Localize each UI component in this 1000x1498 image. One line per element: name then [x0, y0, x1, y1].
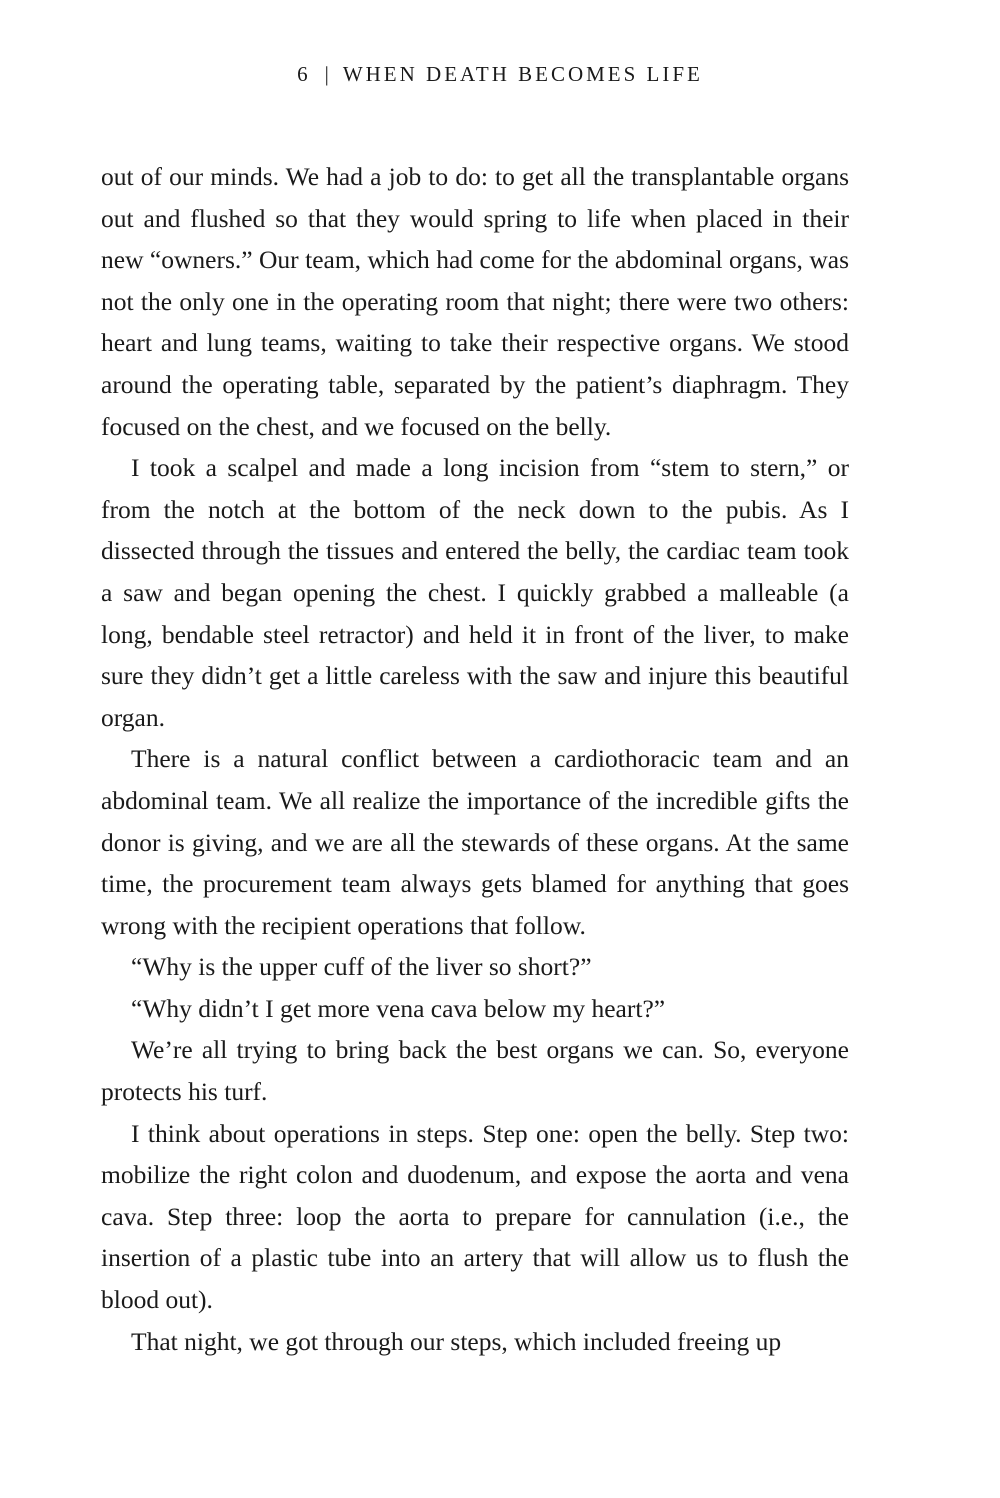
paragraph-1: out of our minds. We had a job to do: to get all the transplantable organs out and flushed so that they would spring to life when placed in their new “owners.” Our team, which had come for the abdominal organs, was not the only one in the operating room that night; there were two others: heart and lung teams, waiting to take their respective organs. We stood around the operating table, separated by the patient’s diaphragm. They focused on the chest, and we focused on the belly.	[101, 162, 849, 441]
book-title: WHEN DEATH BECOMES LIFE	[342, 62, 703, 86]
page-number: 6	[297, 62, 311, 86]
quote-line-2: “Why didn’t I get more vena cava below my heart?”	[131, 993, 666, 1023]
paragraph-4: We’re all trying to bring back the best organs we can. So, everyone protects his turf.	[101, 1035, 849, 1107]
paragraph-2: I took a scalpel and made a long incision from “stem to stern,” or from the notch at the bottom of the neck down to the pubis. As I dissected through the tissues and entered the belly, the cardiac team took a saw and began opening the chest. I quickly grabbed a malleable (a long, bendable steel retractor) and held it in front of the liver, to make sure they didn’t get a little careless with the saw and injure this beautiful organ.	[101, 453, 849, 732]
paragraph-5: I think about operations in steps. Step one: open the belly. Step two: mobilize the right colon and duodenum, and expose the aorta and vena cava. Step three: loop the aorta to prepare for cannulation (i.e., the insertion of a plastic tube into an artery that will allow us to flush the blood out).	[101, 1118, 849, 1315]
running-header	[0, 62, 1000, 87]
quote-line-1: “Why is the upper cuff of the liver so short?”	[131, 952, 592, 982]
header-separator: |	[324, 62, 329, 86]
body-text	[101, 156, 849, 1362]
paragraph-6: That night, we got through our steps, which included freeing up	[131, 1326, 782, 1356]
paragraph-3: There is a natural conflict between a cardiothoracic team and an abdominal team. We all realize the importance of the incredible gifts the donor is giving, and we are all the stewards of these organs. At the same time, the procurement team always gets blamed for anything that goes wrong with the recipient operations that follow.	[101, 744, 849, 940]
